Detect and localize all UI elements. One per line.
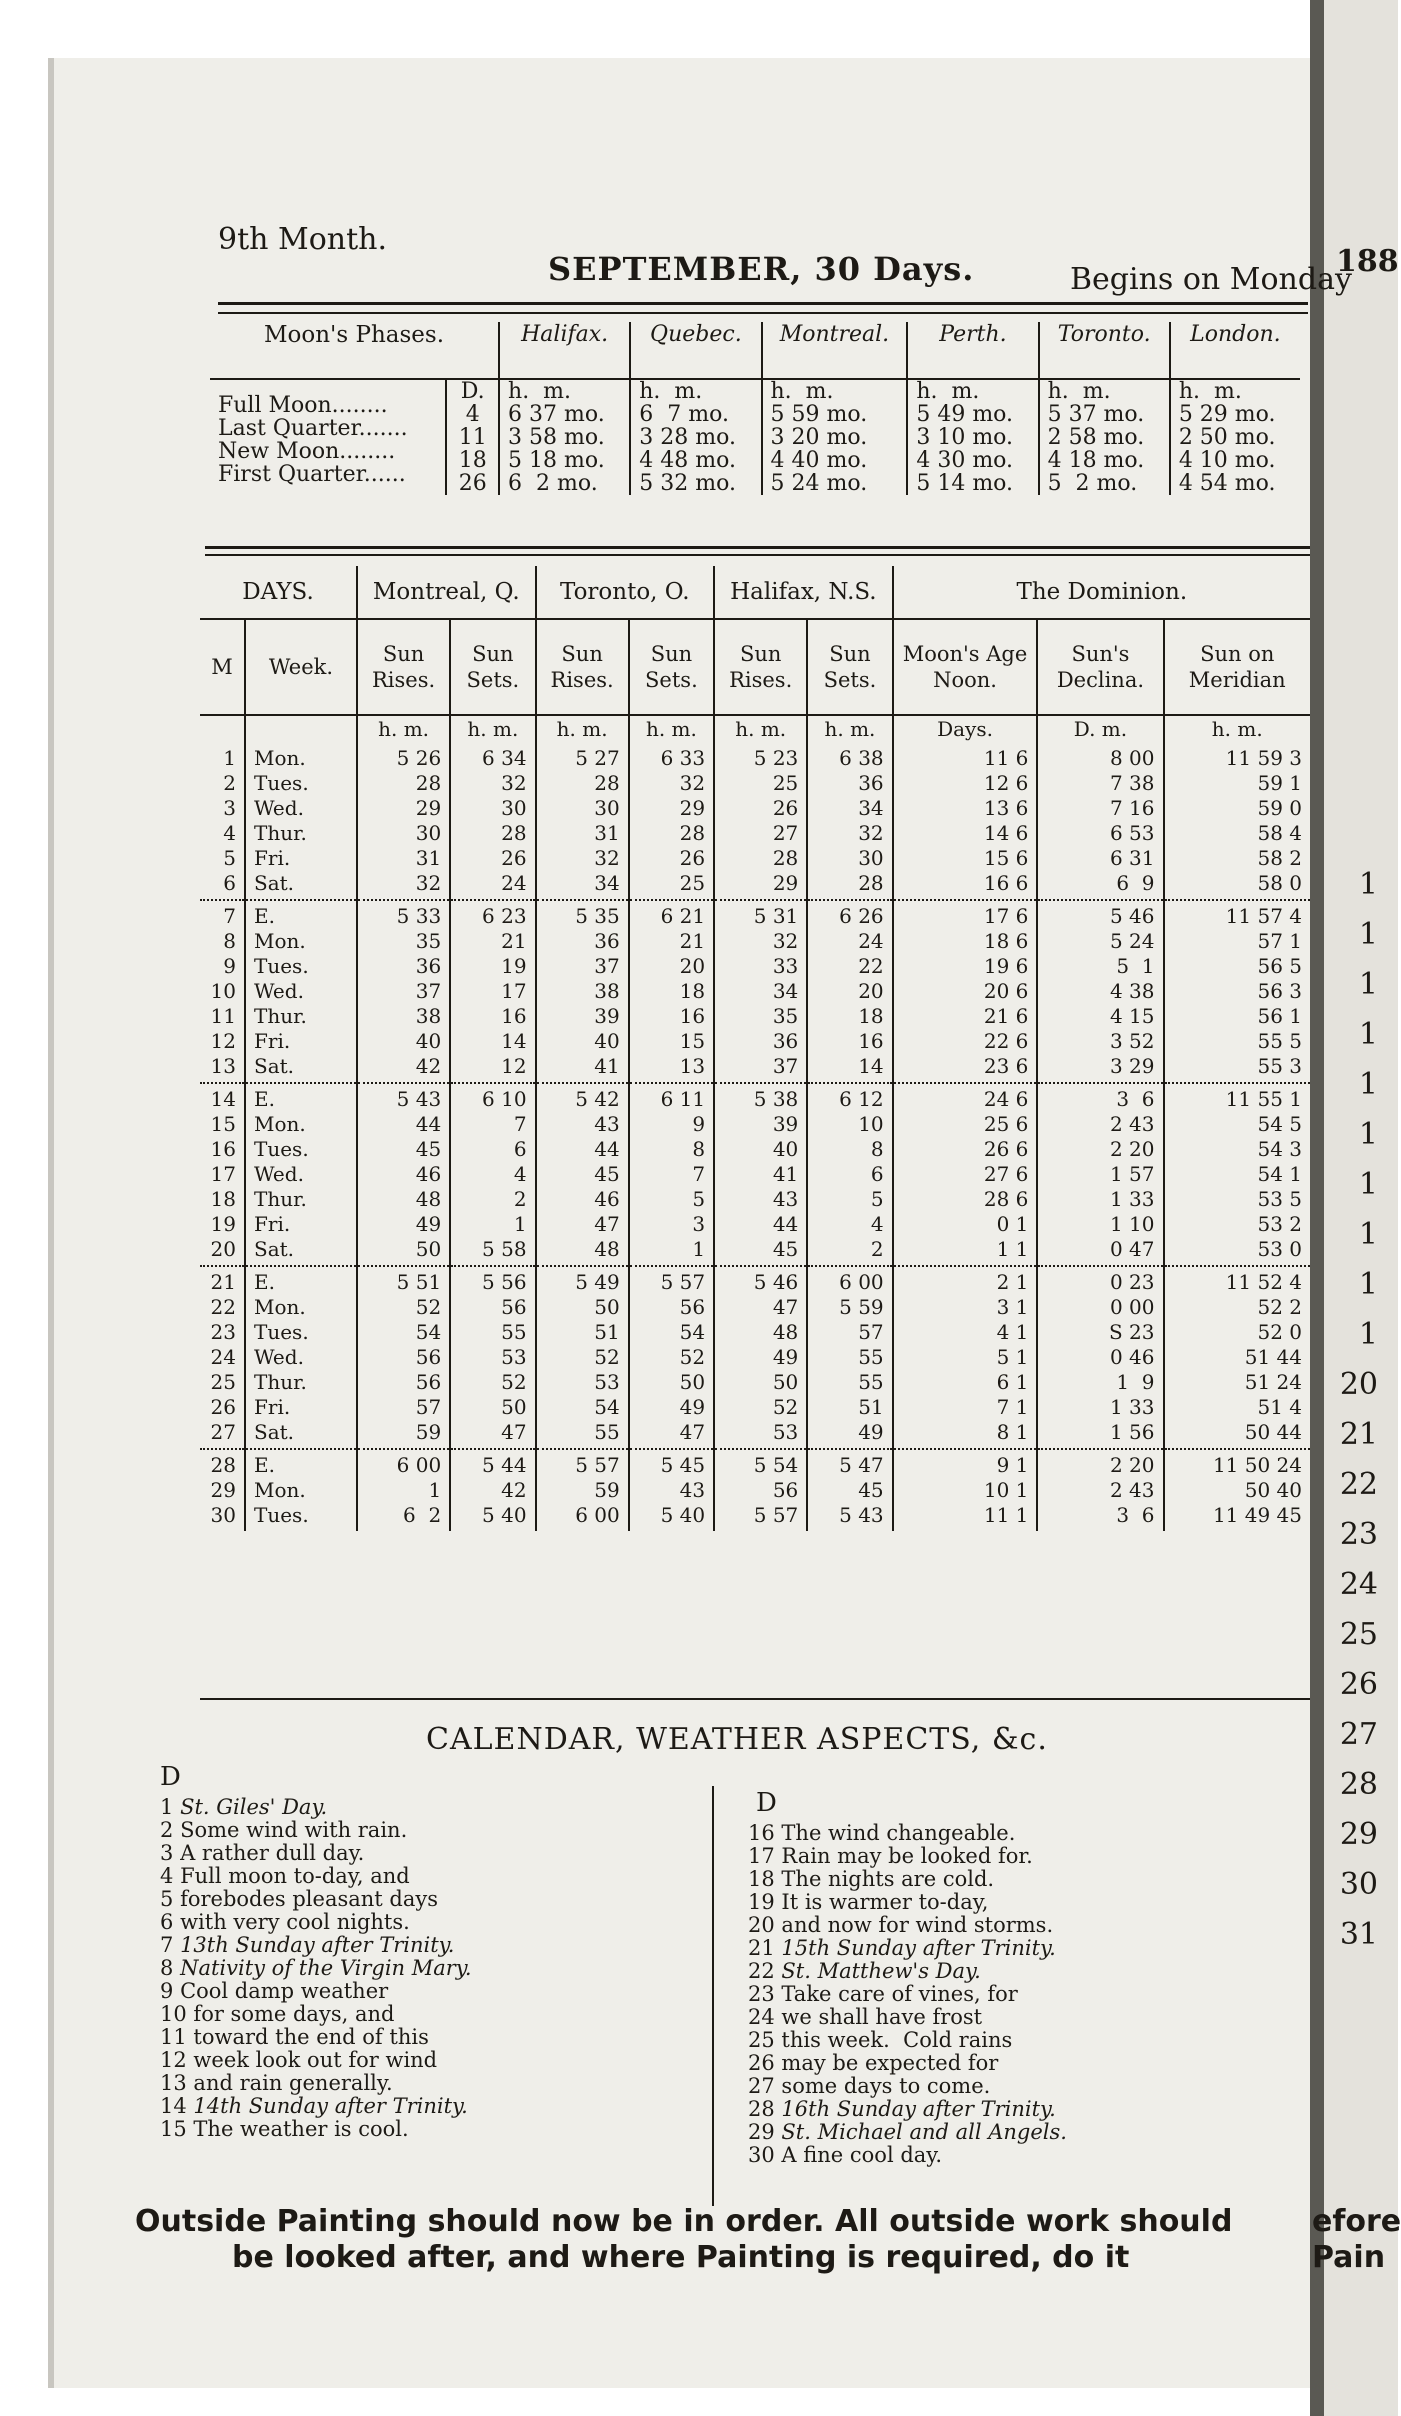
calendar-entry-text: Rain may be looked for. (781, 1844, 1033, 1868)
cell-hs: 6 00 5 59 57 55 55 51 49 (807, 1266, 892, 1449)
cell-hs: 6 38 36 34 32 30 28 (807, 743, 892, 900)
calendar-day-number: 17 (748, 1844, 775, 1868)
units-toronto-sets: h. m. (629, 715, 714, 743)
calendar-line (748, 1868, 1067, 1891)
cell-ms: 5 44 42 5 40 (450, 1449, 535, 1531)
calendar-entry-text: 16th Sunday after Trinity. (781, 2097, 1056, 2121)
cell-m: 7 8 9 10 11 12 13 (200, 900, 245, 1083)
calendar-day-number: 2 (160, 1818, 174, 1842)
calendar-line (160, 2003, 472, 2026)
cell-dec: 8 00 7 38 7 16 6 53 6 31 6 9 (1037, 743, 1163, 900)
calendar-entry-text: and rain generally. (193, 2071, 393, 2095)
calendar-day-number: 1 (160, 1795, 174, 1819)
calendar-entry-text: Full moon to-day, and (180, 1864, 410, 1888)
week-block (200, 1449, 1310, 1531)
calendar-line (748, 2052, 1067, 2075)
calendar-divider (712, 1786, 714, 2206)
calendar-line (160, 2095, 472, 2118)
cell-mr: 6 00 1 6 2 (357, 1449, 450, 1531)
calendar-line (748, 2006, 1067, 2029)
cell-hr: 5 46 47 48 49 50 52 53 (714, 1266, 807, 1449)
calendar-day-number: 15 (160, 2117, 187, 2141)
calendar-entry-text: 15th Sunday after Trinity. (781, 1936, 1056, 1960)
cell-dec: 3 6 2 43 2 20 1 57 1 33 1 10 0 47 (1037, 1083, 1163, 1266)
calendar-entry-text: toward the end of this (193, 2025, 429, 2049)
cell-mr: 5 43 44 45 46 48 49 50 (357, 1083, 450, 1266)
adjacent-page-number: 1 (1358, 1167, 1378, 1202)
units-halifax-rises: h. m. (714, 715, 807, 743)
adjacent-page-number: 27 (1339, 1717, 1378, 1752)
cell-ms: 6 23 21 19 17 16 14 12 (450, 900, 535, 1083)
week-block (200, 1083, 1310, 1266)
adjacent-page-number: 1 (1358, 1017, 1378, 1052)
calendar-line (160, 1934, 472, 1957)
calendar-entry-text: St. Michael and all Angels. (781, 2120, 1067, 2144)
col-halifax-sets: Sun Sets. (807, 619, 892, 715)
calendar-day-number: 16 (748, 1821, 775, 1845)
calendar-entry-text: The wind changeable. (781, 1821, 1016, 1845)
cell-tr: 5 42 43 44 45 46 47 48 (536, 1083, 629, 1266)
calendar-day-number: 27 (748, 2074, 775, 2098)
calendar-day-number: 3 (160, 1841, 174, 1865)
calendar-day-number: 26 (748, 2051, 775, 2075)
calendar-day-number: 9 (160, 1979, 174, 2003)
cell-mer: 11 52 4 52 2 52 0 51 44 51 24 51 4 50 44 (1164, 1266, 1311, 1449)
calendar-line (160, 1819, 472, 1842)
adjacent-page-number: 1 (1358, 967, 1378, 1002)
cell-m: 1 2 3 4 5 6 (223, 746, 236, 895)
cell-age: 17 6 18 6 19 6 20 6 21 6 22 6 23 6 (893, 900, 1038, 1083)
cell-mr: 5 33 35 36 37 38 40 42 (357, 900, 450, 1083)
city-quebec: Quebec. (630, 322, 761, 379)
calendar-entry-text: and now for wind storms. (781, 1913, 1054, 1937)
cell-wk: Mon. Tues. Wed. Thur. Fri. Sat. (245, 743, 357, 900)
col-montreal-rises: Sun Rises. (357, 619, 450, 715)
calendar-line (160, 2118, 472, 2141)
phase-times-quebec: h. m. 6 7 mo. 3 28 mo. 4 48 mo. 5 32 mo. (630, 379, 761, 495)
moon-phases-table (210, 322, 1300, 495)
cell-ms: 6 10 7 6 4 2 1 5 58 (450, 1083, 535, 1266)
units-halifax-sets: h. m. (807, 715, 892, 743)
cell-hs: 5 47 45 5 43 (807, 1449, 892, 1531)
cell-dec: 5 46 5 24 5 1 4 38 4 15 3 52 3 29 (1037, 900, 1163, 1083)
adjacent-page-number: 1 (1358, 917, 1378, 952)
adjacent-page-number: 23 (1339, 1517, 1378, 1552)
calendar-title: CALENDAR, WEATHER ASPECTS, &c. (426, 1722, 1048, 1757)
calendar-entry-text: Take care of vines, for (781, 1982, 1018, 2006)
calendar-line (748, 2098, 1067, 2121)
footer-line-2: be looked after, and where Painting is required, do it (232, 2240, 1130, 2275)
footer-right-fragment-2: Pain (1312, 2240, 1386, 2275)
calendar-entry-text: Some wind with rain. (180, 1818, 408, 1842)
week-block (200, 743, 1310, 900)
calendar-entry-text: this week. Cold rains (781, 2028, 1013, 2052)
phase-days: D. 4 11 18 26 (446, 379, 499, 495)
sun-times-table (200, 566, 1310, 1531)
phase-times-london: h. m. 5 29 mo. 2 50 mo. 4 10 mo. 4 54 mo. (1170, 379, 1300, 495)
calendar-day-number: 11 (160, 2025, 187, 2049)
calendar-day-number: 23 (748, 1982, 775, 2006)
phase-times-montreal: h. m. 5 59 mo. 3 20 mo. 4 40 mo. 5 24 mo. (762, 379, 908, 495)
adjacent-page-number: 26 (1339, 1667, 1378, 1702)
calendar-entry-text: some days to come. (781, 2074, 991, 2098)
calendar-line (748, 1914, 1067, 1937)
group-montreal: Montreal, Q. (357, 566, 536, 619)
adjacent-page-number: 22 (1339, 1467, 1378, 1502)
calendar-line (748, 2029, 1067, 2052)
calendar-entry-text: with very cool nights. (180, 1910, 410, 1934)
calendar-entry-text: It is warmer to-day, (781, 1890, 989, 1914)
week-block (200, 1266, 1310, 1449)
calendar-day-number: 8 (160, 1956, 174, 1980)
calendar-entry-text: The weather is cool. (193, 2117, 409, 2141)
adjacent-page-number: 1 (1358, 1267, 1378, 1302)
header-rule-2 (218, 312, 1308, 314)
calendar-entry-text: week look out for wind (193, 2048, 438, 2072)
phase-times-halifax: h. m. 6 37 mo. 3 58 mo. 5 18 mo. 6 2 mo. (499, 379, 630, 495)
table-bottom-rule (200, 1698, 1310, 1700)
phase-times-toronto: h. m. 5 37 mo. 2 58 mo. 4 18 mo. 5 2 mo. (1039, 379, 1170, 495)
adjacent-page-number: 1 (1358, 1217, 1378, 1252)
calendar-day-number: 22 (748, 1959, 775, 1983)
calendar-line (748, 1845, 1067, 1868)
phases-rule (205, 546, 1310, 549)
calendar-line (748, 1983, 1067, 2006)
calendar-entry-text: for some days, and (193, 2002, 395, 2026)
calendar-d-label-right: D (756, 1788, 777, 1818)
col-week: Week. (245, 619, 357, 715)
phases-rule-2 (205, 554, 1310, 556)
city-london: London. (1170, 322, 1300, 379)
col-toronto-sets: Sun Sets. (629, 619, 714, 715)
adjacent-page-day-numbers (1326, 860, 1384, 1960)
adjacent-page-number: 1 (1358, 1117, 1378, 1152)
calendar-day-number: 13 (160, 2071, 187, 2095)
phase-times-perth: h. m. 5 49 mo. 3 10 mo. 4 30 mo. 5 14 mo. (907, 379, 1038, 495)
cell-m: 14 15 16 17 18 19 20 (200, 1083, 245, 1266)
calendar-line (160, 2026, 472, 2049)
cell-ts: 6 21 21 20 18 16 15 13 (629, 900, 714, 1083)
cell-hs: 6 26 24 22 20 18 16 14 (807, 900, 892, 1083)
calendar-entry-text: may be expected for (781, 2051, 999, 2075)
header-rule (218, 302, 1308, 305)
cell-mr: 5 26 28 29 30 31 32 (357, 743, 450, 900)
calendar-right-column (748, 1822, 1067, 2167)
cell-age: 24 6 25 6 26 6 27 6 28 6 0 1 1 1 (893, 1083, 1038, 1266)
cell-wk: E. Mon. Tues. Wed. Thur. Fri. Sat. (245, 1083, 357, 1266)
calendar-entry-text: St. Giles' Day. (180, 1795, 328, 1819)
group-dominion: The Dominion. (893, 566, 1310, 619)
calendar-entry-text: Nativity of the Virgin Mary. (180, 1956, 472, 1980)
col-toronto-rises: Sun Rises. (536, 619, 629, 715)
footer-line-1: Outside Painting should now be in order. All outside work should (135, 2204, 1233, 2239)
moon-phases-label: Moon's Phases. (210, 322, 499, 379)
cell-wk: E. Mon. Tues. (245, 1449, 357, 1531)
calendar-entry-text: Cool damp weather (180, 1979, 389, 2003)
units-sun-meridian: h. m. (1164, 715, 1311, 743)
cell-dec: 2 20 2 43 3 6 (1037, 1449, 1163, 1531)
group-toronto: Toronto, O. (536, 566, 715, 619)
calendar-line (748, 1822, 1067, 1845)
units-m (200, 715, 245, 743)
calendar-line (160, 1888, 472, 1911)
city-toronto: Toronto. (1039, 322, 1170, 379)
calendar-day-number: 21 (748, 1936, 775, 1960)
month-label: 9th Month. (218, 222, 388, 257)
cell-m: 21 22 23 24 25 26 27 (200, 1266, 245, 1449)
calendar-line (160, 2072, 472, 2095)
col-montreal-sets: Sun Sets. (450, 619, 535, 715)
adjacent-page-number: 24 (1339, 1567, 1378, 1602)
calendar-day-number: 25 (748, 2028, 775, 2052)
calendar-entry-text: 14th Sunday after Trinity. (193, 2094, 468, 2118)
calendar-entry-text: forebodes pleasant days (180, 1887, 438, 1911)
adjacent-page-number: 1 (1358, 1317, 1378, 1352)
cell-hr: 5 31 32 33 34 35 36 37 (714, 900, 807, 1083)
cell-ts: 6 33 32 29 28 26 25 (629, 743, 714, 900)
calendar-day-number: 24 (748, 2005, 775, 2029)
calendar-line (748, 2121, 1067, 2144)
cell-ms: 6 34 32 30 28 26 24 (450, 743, 535, 900)
calendar-day-number: 4 (160, 1864, 174, 1888)
calendar-line (748, 2144, 1067, 2167)
footer-right-fragment-1: efore (1312, 2204, 1401, 2239)
cell-ts: 6 11 9 8 7 5 3 1 (629, 1083, 714, 1266)
cell-hr: 5 23 25 26 27 28 29 (714, 743, 807, 900)
page-title: SEPTEMBER, 30 Days. (548, 250, 975, 288)
calendar-line (748, 1960, 1067, 1983)
city-perth: Perth. (907, 322, 1038, 379)
city-montreal: Montreal. (762, 322, 908, 379)
col-m: M (200, 619, 245, 715)
cell-tr: 5 57 59 6 00 (536, 1449, 629, 1531)
phase-names: Full Moon........ Last Quarter....... New Moon........ First Quarter...... (218, 393, 408, 487)
cell-mer: 11 50 24 50 40 11 49 45 (1164, 1449, 1311, 1531)
calendar-day-number: 7 (160, 1933, 174, 1957)
calendar-left-column (160, 1796, 472, 2141)
group-halifax: Halifax, N.S. (714, 566, 893, 619)
cell-dec: 0 23 0 00 S 23 0 46 1 9 1 33 1 56 (1037, 1266, 1163, 1449)
units-week (245, 715, 357, 743)
cell-hr: 5 38 39 40 41 43 44 45 (714, 1083, 807, 1266)
calendar-d-label-left: D (160, 1762, 181, 1792)
adjacent-page-number: 31 (1339, 1917, 1378, 1952)
col-sun-declination: Sun's Declina. (1037, 619, 1163, 715)
adjacent-page-number: 28 (1339, 1767, 1378, 1802)
cell-hr: 5 54 56 5 57 (714, 1449, 807, 1531)
calendar-line (160, 2049, 472, 2072)
cell-mer: 11 55 1 54 5 54 3 54 1 53 5 53 2 53 0 (1164, 1083, 1311, 1266)
calendar-line (160, 1842, 472, 1865)
cell-tr: 5 27 28 30 31 32 34 (536, 743, 629, 900)
week-block (200, 900, 1310, 1083)
calendar-day-number: 6 (160, 1910, 174, 1934)
adjacent-page-number: 29 (1339, 1817, 1378, 1852)
cell-age: 11 6 12 6 13 6 14 6 15 6 16 6 (893, 743, 1038, 900)
year-fragment: 188 (1336, 244, 1399, 279)
units-toronto-rises: h. m. (536, 715, 629, 743)
begins-on-label: Begins on Monday (1070, 262, 1352, 297)
adjacent-page-number: 21 (1339, 1417, 1378, 1452)
calendar-line (748, 1891, 1067, 1914)
units-sun-declination: D. m. (1037, 715, 1163, 743)
calendar-day-number: 14 (160, 2094, 187, 2118)
calendar-line (160, 1796, 472, 1819)
calendar-line (160, 1865, 472, 1888)
adjacent-page-number: 30 (1339, 1867, 1378, 1902)
city-halifax: Halifax. (499, 322, 630, 379)
calendar-entry-text: we shall have frost (781, 2005, 983, 2029)
cell-wk: E. Mon. Tues. Wed. Thur. Fri. Sat. (245, 900, 357, 1083)
calendar-day-number: 12 (160, 2048, 187, 2072)
cell-age: 2 1 3 1 4 1 5 1 6 1 7 1 8 1 (893, 1266, 1038, 1449)
cell-age: 9 1 10 1 11 1 (893, 1449, 1038, 1531)
calendar-line (748, 1937, 1067, 1960)
adjacent-page-number: 1 (1358, 1067, 1378, 1102)
calendar-day-number: 10 (160, 2002, 187, 2026)
cell-m: 28 29 30 (200, 1449, 245, 1531)
calendar-day-number: 18 (748, 1867, 775, 1891)
group-days: DAYS. (200, 566, 357, 619)
adjacent-page-number: 20 (1339, 1367, 1378, 1402)
calendar-day-number: 28 (748, 2097, 775, 2121)
calendar-entry-text: The nights are cold. (781, 1867, 995, 1891)
cell-mer: 11 57 4 57 1 56 5 56 3 56 1 55 5 55 3 (1164, 900, 1311, 1083)
cell-tr: 5 35 36 37 38 39 40 41 (536, 900, 629, 1083)
calendar-entry-text: 13th Sunday after Trinity. (180, 1933, 455, 1957)
adjacent-page-number: 25 (1339, 1617, 1378, 1652)
calendar-entry-text: A rather dull day. (180, 1841, 365, 1865)
calendar-line (160, 1911, 472, 1934)
calendar-line (748, 2075, 1067, 2098)
col-halifax-rises: Sun Rises. (714, 619, 807, 715)
calendar-day-number: 30 (748, 2143, 775, 2167)
cell-hs: 6 12 10 8 6 5 4 2 (807, 1083, 892, 1266)
cell-mr: 5 51 52 54 56 56 57 59 (357, 1266, 450, 1449)
calendar-entry-text: St. Matthew's Day. (781, 1959, 981, 1983)
calendar-line (160, 1980, 472, 2003)
col-sun-meridian: Sun on Meridian (1164, 619, 1311, 715)
calendar-entry-text: A fine cool day. (781, 2143, 943, 2167)
calendar-line (160, 1957, 472, 1980)
cell-ts: 5 45 43 5 40 (629, 1449, 714, 1531)
cell-ts: 5 57 56 54 52 50 49 47 (629, 1266, 714, 1449)
cell-mer: 11 59 3 59 1 59 0 58 4 58 2 58 0 (1164, 743, 1311, 900)
calendar-day-number: 29 (748, 2120, 775, 2144)
calendar-day-number: 20 (748, 1913, 775, 1937)
cell-wk: E. Mon. Tues. Wed. Thur. Fri. Sat. (245, 1266, 357, 1449)
units-moon-age: Days. (893, 715, 1038, 743)
calendar-day-number: 19 (748, 1890, 775, 1914)
calendar-day-number: 5 (160, 1887, 174, 1911)
adjacent-page-number: 1 (1358, 867, 1378, 902)
units-montreal-sets: h. m. (450, 715, 535, 743)
col-moon-age: Moon's Age Noon. (893, 619, 1038, 715)
cell-ms: 5 56 56 55 53 52 50 47 (450, 1266, 535, 1449)
cell-tr: 5 49 50 51 52 53 54 55 (536, 1266, 629, 1449)
units-montreal-rises: h. m. (357, 715, 450, 743)
